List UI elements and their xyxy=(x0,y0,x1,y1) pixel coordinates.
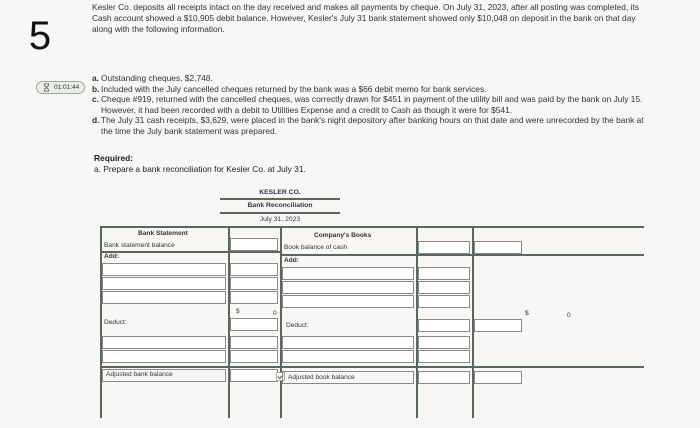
book-deduct-amount-input[interactable] xyxy=(418,336,470,349)
bank-add-description-input[interactable] xyxy=(102,263,226,276)
book-total-input[interactable] xyxy=(474,241,522,254)
bank-subtotal-currency: $ xyxy=(236,308,240,315)
book-balance-label: Book balance of cash xyxy=(284,244,348,251)
divider xyxy=(280,254,644,256)
item-text: The July 31 cash receipts, $3,629, were placed in the bank's night depository after banking hours on that date and were unrecorded by the bank at the time the July bank statement was prepared. xyxy=(101,115,644,136)
item-label: c. xyxy=(92,94,99,104)
required-heading: Required: xyxy=(94,153,134,163)
required-section xyxy=(94,153,306,175)
bank-deduct-label: Deduct: xyxy=(104,319,127,326)
book-balance-amount-input[interactable] xyxy=(418,241,470,254)
item-text: Cheque #919, returned with the cancelled cheques, was correctly drawn for $451 in payment of the utility bill and was paid by the bank on July 15. However, it had been recorded with a debit to Utilities Expense and a credit to Cash as though it were for $541. xyxy=(101,94,643,115)
list-item xyxy=(92,115,652,136)
book-subtotal-value: 0 xyxy=(567,312,571,319)
book-deduct-description-input[interactable] xyxy=(282,336,414,349)
bank-reconciliation-worksheet xyxy=(100,186,644,418)
question-number: 5 xyxy=(28,14,52,58)
worksheet-date: July 31, 2023 xyxy=(259,216,301,223)
divider xyxy=(100,366,280,368)
bank-deduct-description-input[interactable] xyxy=(102,350,226,363)
item-label: d. xyxy=(92,115,100,125)
book-add-amount-input[interactable] xyxy=(418,281,470,294)
adjusted-bank-label: Adjusted bank balance xyxy=(106,371,173,378)
bank-add-label: Add: xyxy=(104,253,120,260)
bank-add-description-input[interactable] xyxy=(102,277,226,290)
list-item xyxy=(92,73,652,84)
book-add-description-input[interactable] xyxy=(282,295,414,308)
book-add-amount-input[interactable] xyxy=(418,267,470,280)
divider xyxy=(280,366,644,368)
bank-add-amount-input[interactable] xyxy=(230,291,278,304)
bank-add-amount-input[interactable] xyxy=(230,277,278,290)
hourglass-icon xyxy=(42,83,51,92)
timer-badge xyxy=(36,81,85,94)
information-list xyxy=(92,73,652,136)
book-total-input[interactable] xyxy=(474,319,522,332)
bank-add-description-input[interactable] xyxy=(102,291,226,304)
book-add-label: Add: xyxy=(284,257,300,264)
item-label: b. xyxy=(92,83,100,94)
list-item xyxy=(92,94,652,115)
bank-subtotal-input[interactable] xyxy=(230,318,278,331)
bank-balance-amount-input[interactable] xyxy=(230,238,278,251)
bank-deduct-amount-input[interactable] xyxy=(230,350,278,363)
adjusted-book-label: Adjusted book balance xyxy=(288,374,355,381)
question-stem: Kesler Co. deposits all receipts intact on the day received and makes all payments by cheque. On July 31, 2023, after all posting was completed, its Cash account showed a $10,905 debit balance. However, Kesler's July 31 bank statement showed only $10,048 on deposit in the bank on that day along with the following information. xyxy=(92,2,639,34)
book-deduct-description-input[interactable] xyxy=(282,350,414,363)
item-label: a. xyxy=(92,73,99,83)
bank-subtotal-value: 0 xyxy=(273,310,277,317)
bank-balance-label: Bank statement balance xyxy=(104,242,175,249)
book-add-description-input[interactable] xyxy=(282,281,414,294)
worksheet-company: KESLER CO. xyxy=(259,189,301,196)
item-text: Included with the July cancelled cheques returned by the bank was a $66 debit memo for bank services. xyxy=(101,83,487,94)
adjusted-book-amount-input[interactable] xyxy=(418,371,470,384)
book-add-description-input[interactable] xyxy=(282,267,414,280)
bank-add-amount-input[interactable] xyxy=(230,263,278,276)
book-subtotal-currency: $ xyxy=(525,310,529,317)
list-item xyxy=(92,84,652,95)
book-deduct-label: Deduct: xyxy=(286,322,309,329)
books-heading: Company's Books xyxy=(314,232,372,239)
required-part-a: a. Prepare a bank reconciliation for Kesler Co. at July 31. xyxy=(94,164,306,174)
divider xyxy=(100,226,102,418)
adjusted-book-description-input[interactable] xyxy=(282,371,414,384)
item-text: Outstanding cheques, $2,748. xyxy=(101,73,213,83)
book-subtotal-input[interactable] xyxy=(418,319,470,332)
divider xyxy=(100,226,644,228)
book-add-amount-input[interactable] xyxy=(418,295,470,308)
divider xyxy=(220,198,340,200)
divider xyxy=(220,212,340,214)
divider xyxy=(100,251,280,253)
bank-deduct-amount-input[interactable] xyxy=(230,336,278,349)
bank-statement-heading: Bank Statement xyxy=(138,230,188,237)
worksheet-title: Bank Reconciliation xyxy=(247,202,313,209)
book-deduct-amount-input[interactable] xyxy=(418,350,470,363)
book-total-input[interactable] xyxy=(474,371,522,384)
adjusted-bank-amount-input[interactable] xyxy=(230,369,278,382)
timer-text: 01:01:44 xyxy=(54,84,80,91)
adjusted-bank-description-input[interactable] xyxy=(102,369,226,382)
bank-deduct-description-input[interactable] xyxy=(102,336,226,349)
